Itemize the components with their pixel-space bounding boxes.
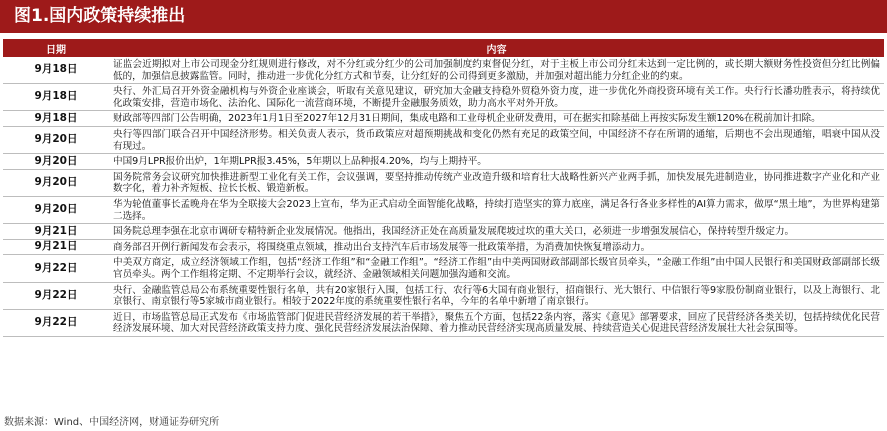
row-content: 央行、金融监管总局公布系统重要性银行名单，共有20家银行入围，包括工行、农行等6大国有商业银行，招商银行、光大银行、中信银行等9家股份制商业银行，以及上海银行、北京银行、南京银行等5家城市商业银行。相较于2022年度的系统重要性银行名单，今年的名单中新增了南京银行。 [109, 282, 884, 309]
figure-title: 图1.国内政策持续推出 [14, 6, 186, 26]
row-date: 9月22日 [3, 309, 109, 336]
row-date: 9月21日 [3, 224, 109, 240]
table-row [3, 224, 884, 240]
header-content: 内容 [109, 39, 884, 57]
row-date: 9月20日 [3, 196, 109, 223]
policy-table [3, 39, 884, 337]
row-date: 9月18日 [3, 57, 109, 84]
row-content: 国务院总理李强在北京市调研专精特新企业发展情况。他指出，我国经济正处在高质量发展爬坡过坎的重大关口，必须进一步增强发展信心，保持转型升级定力。 [109, 224, 884, 240]
data-source: 数据来源：Wind、中国经济网，财通证券研究所 [4, 417, 220, 428]
row-date: 9月21日 [3, 239, 109, 255]
row-date: 9月20日 [3, 169, 109, 196]
table-row [3, 57, 884, 84]
row-content: 央行、外汇局召开外资金融机构与外资企业座谈会，听取有关意见建议，研究加大金融支持稳外贸稳外资力度，进一步优化外商投资环境有关工作。央行行长潘功胜表示，将持续优化政策安排，营造市场化、法治化、国际化一流营商环境，不断提升金融服务质效，助力高水平对外开放。 [109, 84, 884, 111]
row-content: 国务院常务会议研究加快推进新型工业化有关工作，会议强调，要坚持推动传统产业改造升级和培育壮大战略性新兴产业两手抓，加快发展先进制造业，协同推进数字产业化和产业数字化，着力补齐短板、拉长长板、锻造新板。 [109, 169, 884, 196]
table-row [3, 126, 884, 153]
table-row [3, 255, 884, 282]
table-row [3, 154, 884, 170]
row-date: 9月20日 [3, 154, 109, 170]
row-date: 9月22日 [3, 282, 109, 309]
table-row [3, 309, 884, 336]
row-content: 近日，市场监管总局正式发布《市场监管部门促进民营经济发展的若干举措》，聚焦五个方面，包括22条内容，落实《意见》部署要求，回应了民营经济各类关切，包括持续优化民营经济发展环境、加大对民营经济政策支持力度、强化民营经济发展法治保障、着力推动民营经济实现高质量发展、持续营造关心促进民营经济发展壮大社会氛围等。 [109, 309, 884, 336]
table-header-row [3, 39, 884, 57]
row-content: 商务部召开例行新闻发布会表示，将围绕重点领域，推动出台支持汽车后市场发展等一批政策举措，为消费加快恢复增添动力。 [109, 239, 884, 255]
row-content: 华为轮值董事长孟晚舟在华为全联接大会2023上宣布，华为正式启动全面智能化战略，持续打造坚实的算力底座，满足各行各业多样性的AI算力需求，做厚“黑土地”，为世界构建第二选择。 [109, 196, 884, 223]
table-row [3, 196, 884, 223]
table-row [3, 169, 884, 196]
table-row [3, 282, 884, 309]
row-date: 9月18日 [3, 111, 109, 127]
row-content: 中美双方商定，成立经济领域工作组，包括“经济工作组”和“金融工作组”。“经济工作组”由中美两国财政部副部长级官员牵头，“金融工作组”由中国人民银行和美国财政部副部长级官员牵头。两个工作组将定期、不定期举行会议，就经济、金融领域相关问题加强沟通和交流。 [109, 255, 884, 282]
header-date: 日期 [3, 39, 109, 57]
title-bar [0, 0, 887, 33]
row-content: 中国9月LPR报价出炉，1年期LPR报3.45%，5年期以上品种报4.20%，均与上期持平。 [109, 154, 884, 170]
row-date: 9月20日 [3, 126, 109, 153]
row-content: 央行等四部门联合召开中国经济形势。相关负责人表示，货币政策应对超预期挑战和变化仍然有充足的政策空间，中国经济不存在所谓的通缩，后期也不会出现通缩，唱衰中国从没有现过。 [109, 126, 884, 153]
row-content: 财政部等四部门公告明确，2023年1月1日至2027年12月31日期间，集成电路和工业母机企业研发费用，可在据实扣除基础上再按实际发生额120%在税前加计扣除。 [109, 111, 884, 127]
row-content: 证监会近期拟对上市公司现金分红规则进行修改，对不分红或分红少的公司加强制度约束督促分红，对于主板上市公司分红未达到一定比例的，或长期大额财务性投资但分红比例偏低的，加强信息披露监管。同时，推动进一步优化分红方式和节奏，让分红好的公司得到更多激励，并加强对超出能力分红企业的约束。 [109, 57, 884, 84]
table-row [3, 239, 884, 255]
table-row [3, 111, 884, 127]
row-date: 9月18日 [3, 84, 109, 111]
table-row [3, 84, 884, 111]
row-date: 9月22日 [3, 255, 109, 282]
